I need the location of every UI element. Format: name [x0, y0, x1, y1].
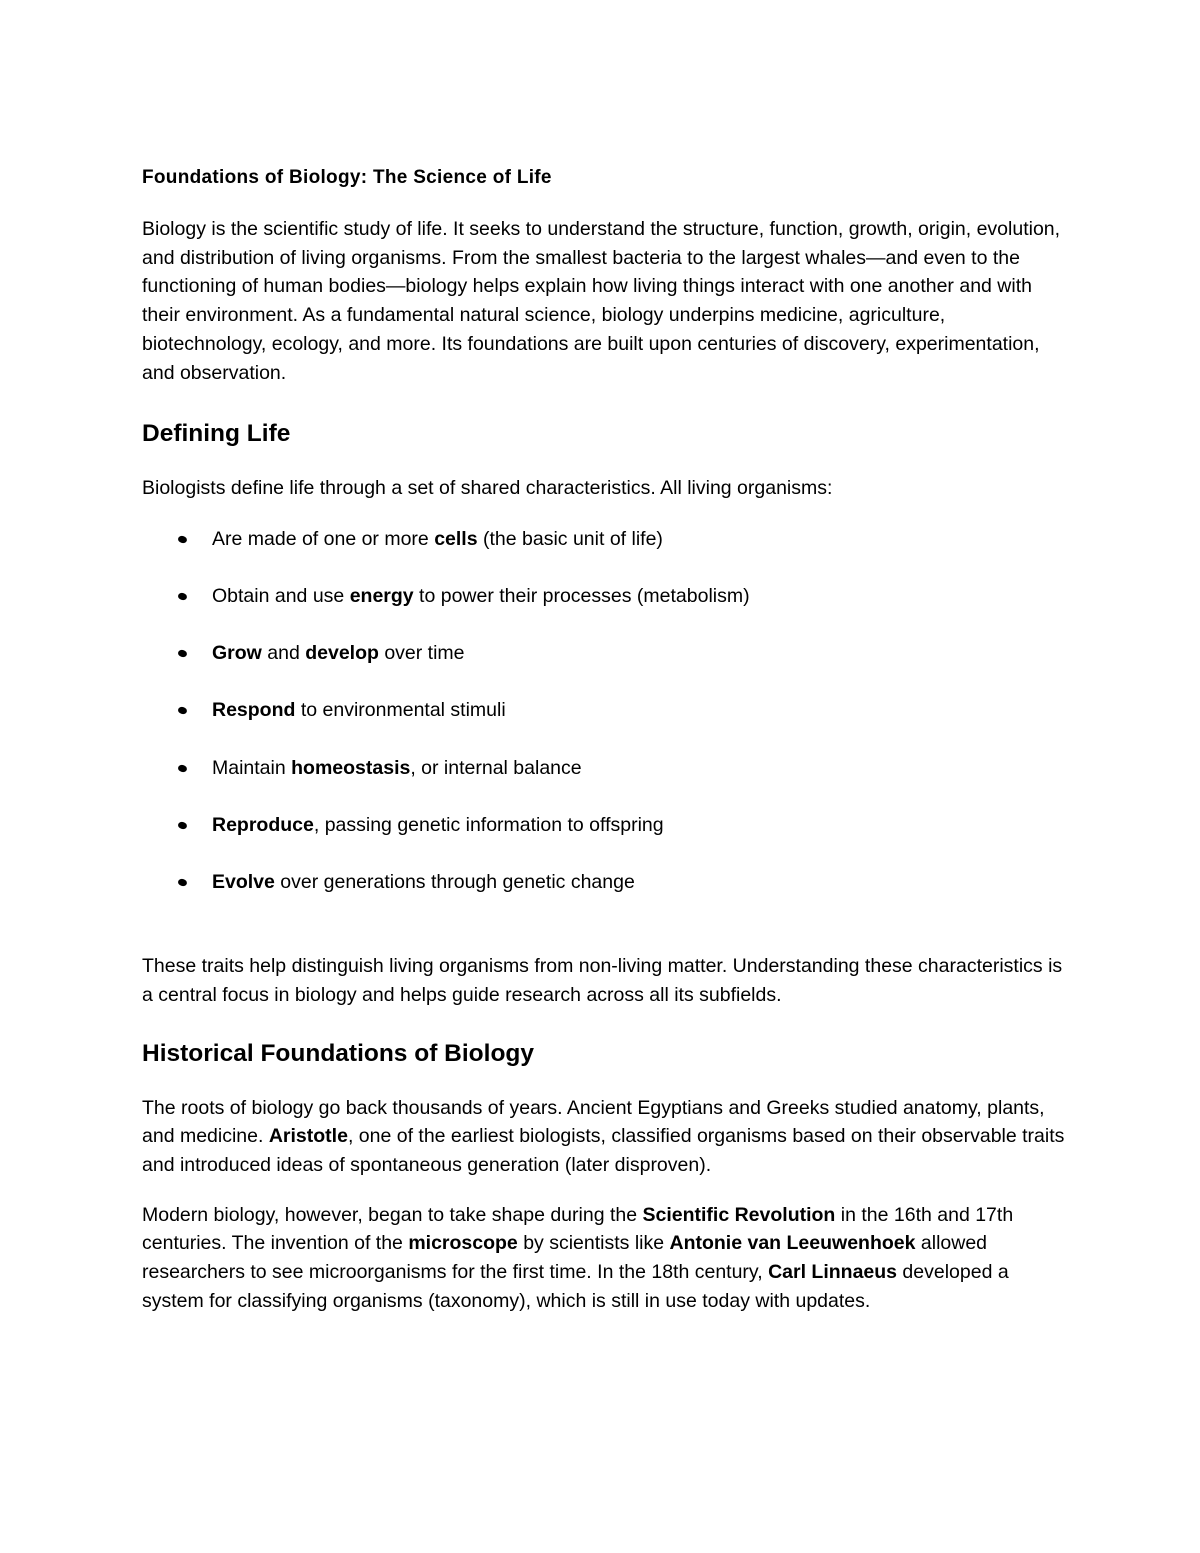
bullet-icon	[177, 764, 188, 773]
traits-closing-paragraph: These traits help distinguish living organisms from non-living matter. Understanding these characteristics is a central focus in biology and helps guide research across all its subfields.	[142, 955, 1063, 1006]
list-item: Reproduce, passing genetic information to offspring	[142, 811, 1072, 868]
list-item: Evolve over generations through genetic change	[142, 868, 1072, 925]
bullet-icon	[177, 649, 188, 658]
document-title: Foundations of Biology: The Science of Life	[142, 167, 552, 188]
bullet-icon	[177, 535, 188, 544]
bullet-icon	[177, 878, 188, 887]
intro-paragraph: Biology is the scientific study of life. It seeks to understand the structure, function, growth, origin, evolution, and distribution of living organisms. From the smallest bacteria to the largest whales—and even to the functioning of human bodies—biology helps explain how living things interact with one another and with their environment. As a fundamental natural science, biology underpins medicine, agriculture, biotechnology, ecology, and more. Its foundations are built upon centuries of discovery, experimentation, and observation.	[142, 218, 1061, 384]
list-item: Are made of one or more cells (the basic unit of life)	[142, 525, 1072, 582]
heading-historical-foundations: Historical Foundations of Biology	[142, 1039, 534, 1067]
list-item: Respond to environmental stimuli	[142, 696, 1072, 753]
list-item: Grow and develop over time	[142, 639, 1072, 696]
history-paragraph-2: Modern biology, however, began to take shape during the Scientific Revolution in the 16th and 17th centuries. The invention of the microscope by scientists like Antonie van Leeuwenhoek allowed researchers to see microorganisms for the first time. In the 18th century, Carl Linnaeus developed a system for classifying organisms (taxonomy), which is still in use today with updates.	[142, 1203, 1014, 1312]
bullet-icon	[177, 821, 188, 830]
list-item: Maintain homeostasis, or internal balance	[142, 754, 1072, 811]
list-item: Obtain and use energy to power their processes (metabolism)	[142, 582, 1072, 639]
heading-defining-life: Defining Life	[142, 420, 291, 448]
bullet-icon	[177, 592, 188, 601]
document-page	[142, 164, 1072, 1316]
defining-life-lead: Biologists define life through a set of shared characteristics. All living organisms:	[142, 477, 833, 500]
bullet-icon	[177, 706, 188, 715]
traits-list	[142, 525, 1072, 925]
history-paragraph-1: The roots of biology go back thousands of years. Ancient Egyptians and Greeks studied anatomy, plants, and medicine. Aristotle, one of the earliest biologists, classified organisms based on their observable traits and introduced ideas of spontaneous generation (later disproven).	[142, 1096, 1065, 1177]
